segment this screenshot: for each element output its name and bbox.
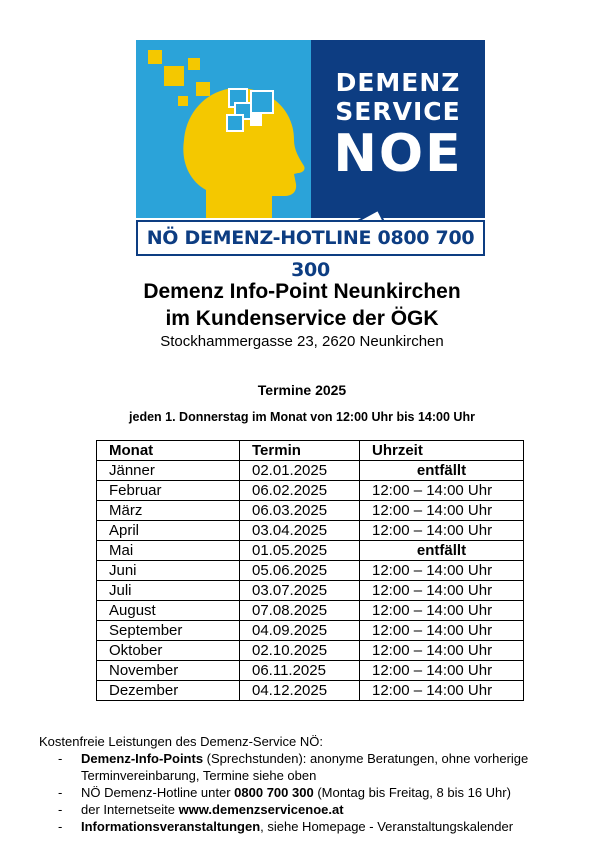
table-row [97, 681, 524, 701]
cell-date: 04.12.2025 [240, 681, 360, 701]
cell-month: April [97, 521, 240, 541]
column-header-month: Monat [97, 441, 240, 461]
logo-text-service: SERVICE [335, 97, 461, 126]
logo-text-noe: NOE [333, 124, 463, 184]
cell-date: 02.10.2025 [240, 641, 360, 661]
list-item-bold: 0800 700 300 [234, 785, 314, 800]
demenz-service-logo [136, 40, 485, 281]
cell-month: Juni [97, 561, 240, 581]
cell-time: 12:00 – 14:00 Uhr [360, 641, 524, 661]
cell-time-cancelled: entfällt [360, 541, 524, 561]
address: Stockhammergasse 23, 2620 Neunkirchen [160, 333, 444, 350]
services-list [58, 750, 588, 835]
cell-time: 12:00 – 14:00 Uhr [360, 601, 524, 621]
cell-time: 12:00 – 14:00 Uhr [360, 501, 524, 521]
list-dash: - [58, 802, 63, 817]
logo-square [188, 58, 200, 70]
cell-month: September [97, 621, 240, 641]
cell-time: 12:00 – 14:00 Uhr [360, 561, 524, 581]
cell-time: 12:00 – 14:00 Uhr [360, 581, 524, 601]
column-header-date: Termin [240, 441, 360, 461]
list-item-text: , siehe Homepage - Veranstaltungskalender [260, 819, 514, 834]
page-title: Demenz Info-Point Neunkirchen [143, 280, 461, 303]
table-row [97, 561, 524, 581]
list-dash: - [58, 819, 63, 834]
table-row [97, 521, 524, 541]
column-header-time: Uhrzeit [360, 441, 524, 461]
cell-month: März [97, 501, 240, 521]
cell-month: Juli [97, 581, 240, 601]
list-dash: - [58, 751, 63, 766]
list-item [58, 750, 588, 784]
table-header-row [97, 441, 524, 461]
cell-month: Dezember [97, 681, 240, 701]
logo-square [226, 114, 244, 132]
schedule-table-body [97, 461, 524, 701]
list-item [58, 818, 588, 835]
list-item-prefix: der Internetseite [81, 802, 179, 817]
logo-square [196, 82, 210, 96]
logo-brand-panel [311, 40, 485, 218]
cell-time: 12:00 – 14:00 Uhr [360, 681, 524, 701]
list-item-bold: Demenz-Info-Points [81, 751, 204, 766]
cell-month: Oktober [97, 641, 240, 661]
list-item-bold: www.demenzservicenoe.at [178, 802, 344, 817]
schedule-table [96, 440, 524, 701]
cell-date: 04.09.2025 [240, 621, 360, 641]
list-dash: - [58, 785, 63, 800]
logo-square [148, 50, 162, 64]
page-title-line2: im Kundenservice der ÖGK [165, 307, 439, 330]
schedule-heading: Termine 2025 [257, 382, 347, 398]
list-item-prefix: NÖ Demenz-Hotline unter [81, 785, 235, 800]
logo-square [178, 96, 188, 106]
cell-date: 02.01.2025 [240, 461, 360, 481]
schedule-subtitle: jeden 1. Donnerstag im Monat von 12:00 Uhr bis 14:00 Uhr [129, 410, 475, 424]
list-item-text: (Sprechstunden): anonyme Beratungen, ohne vorherige Terminvereinbarung, Termine siehe oben [81, 751, 529, 783]
cell-time: 12:00 – 14:00 Uhr [360, 661, 524, 681]
cell-date: 03.07.2025 [240, 581, 360, 601]
cell-month: November [97, 661, 240, 681]
logo-square [164, 66, 184, 86]
list-item [58, 784, 588, 801]
table-row [97, 501, 524, 521]
table-row [97, 661, 524, 681]
head-silhouette-icon [136, 40, 311, 218]
logo-text-demenz: DEMENZ [335, 68, 461, 97]
logo-square [250, 90, 274, 114]
logo-square [250, 114, 262, 126]
cell-date: 06.02.2025 [240, 481, 360, 501]
cell-month: Februar [97, 481, 240, 501]
cell-month: August [97, 601, 240, 621]
cell-date: 01.05.2025 [240, 541, 360, 561]
list-item-bold: Informationsveranstaltungen [81, 819, 261, 834]
cell-date: 07.08.2025 [240, 601, 360, 621]
table-row [97, 641, 524, 661]
list-item [58, 801, 588, 818]
table-row [97, 481, 524, 501]
cell-time: 12:00 – 14:00 Uhr [360, 481, 524, 501]
services-intro: Kostenfreie Leistungen des Demenz-Service NÖ: [39, 734, 323, 749]
cell-date: 06.11.2025 [240, 661, 360, 681]
table-row [97, 581, 524, 601]
table-row [97, 601, 524, 621]
logo-hotline: NÖ DEMENZ-HOTLINE 0800 700 300 [136, 220, 485, 256]
table-row [97, 541, 524, 561]
cell-date: 06.03.2025 [240, 501, 360, 521]
cell-time: 12:00 – 14:00 Uhr [360, 621, 524, 641]
cell-date: 05.06.2025 [240, 561, 360, 581]
logo-head-panel [136, 40, 311, 218]
logo-top-panel [136, 40, 485, 218]
cell-month: Mai [97, 541, 240, 561]
cell-time-cancelled: entfällt [360, 461, 524, 481]
cell-time: 12:00 – 14:00 Uhr [360, 521, 524, 541]
cell-month: Jänner [97, 461, 240, 481]
cell-date: 03.04.2025 [240, 521, 360, 541]
table-row [97, 621, 524, 641]
table-row [97, 461, 524, 481]
list-item-text: (Montag bis Freitag, 8 bis 16 Uhr) [313, 785, 511, 800]
